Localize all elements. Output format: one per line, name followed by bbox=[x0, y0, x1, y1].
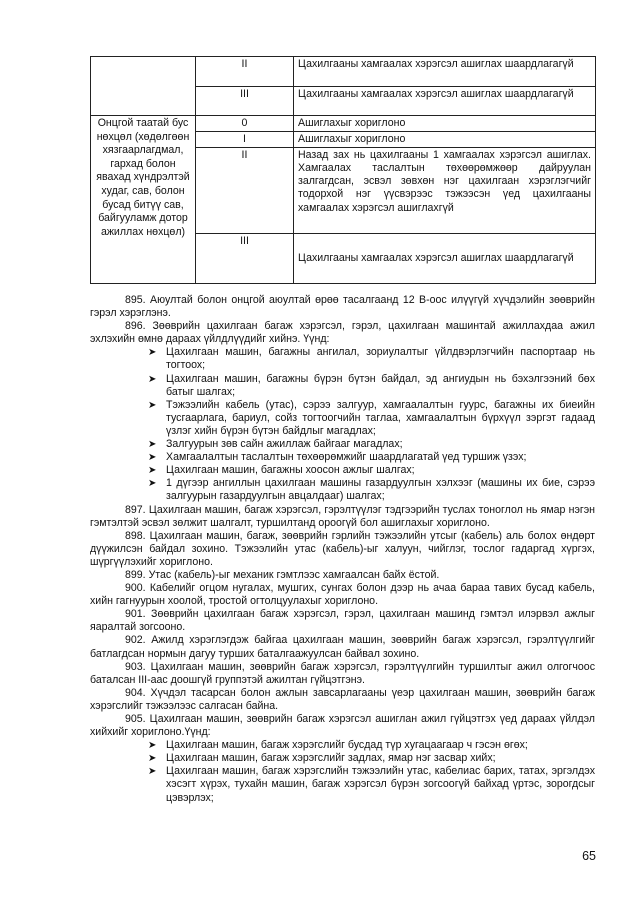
paragraph-902 bbox=[90, 634, 595, 660]
list-item: ➤ Цахилгаан машин, багажны хоосон ажлыг шалгах; bbox=[148, 464, 415, 477]
list-item: ➤ Цахилгаан машин, багажны ангилал, зориулалтыг үйлдвэрлэгчийн паспортаар нь тогтоох; bbox=[148, 346, 595, 372]
desc-cell: Цахилгааны хамгаалах хэрэгсэл ашиглах шаардлагагүй bbox=[294, 57, 596, 87]
paragraph-text: Аюултай болон онцгой аюултай өрөө тасалгаанд 12 В-оос илүүгүй хүчдэлийн зөөврийн гэрэл хэрэглэнэ. bbox=[90, 294, 595, 320]
paragraph-text: Хүчдэл тасарсан болон ажлын завсарлагааны үеэр цахилгаан машин, зөөврийн багаж хэрэгслийг тэжээлээс салгасан байна. bbox=[90, 686, 595, 712]
class-cell: III bbox=[196, 234, 294, 284]
table-row bbox=[91, 57, 596, 87]
class-cell: II bbox=[196, 57, 294, 87]
list-item: ➤ Тэжээлийн кабель (утас), сэрээ залгуур, хамгаалалтын гуурс, багажны их биеийн тусгаарлага, бариул, сойз тогтоогчийн таглаа, хамгаалалтын бүрхүүл зэргэт гадаад үзлэг хийн бүрэн бүтэн байдлыг магадлах; bbox=[148, 398, 595, 437]
list-item: ➤ Цахилгаан машин, багаж хэрэгслийг бусдад түр хугацаагаар ч гэсэн өгөх; bbox=[148, 739, 528, 752]
list-item: ➤ Цахилгаан машин, багажны бүрэн бүтэн байдал, эд ангиудын нь бэхэлгээний бөх батыг шалгах; bbox=[148, 372, 595, 398]
paragraph-text: Цахилгаан машин, зөөврийн багаж хэрэгсэл, гэрэлтүүлгийн туршилтыг ажил олгогчоос баталсан III-аас доошгүй группэтэй ажилтан гүйцэтгэнэ. bbox=[90, 660, 595, 686]
paragraph-number: 897. bbox=[125, 503, 146, 516]
paragraph-899 bbox=[90, 569, 595, 582]
electrical-class-table bbox=[90, 56, 596, 284]
paragraph-904 bbox=[90, 687, 595, 713]
arrow-bullet-icon: ➤ bbox=[148, 452, 157, 464]
list-item: ➤ Цахилгаан машин, багаж хэрэгслийн тэжээлийн утас, кабелиас барих, татах, эргэлдэх хэсэгт хүрэх, тухайн машин, багаж хэрэгсэл бүрэн зогсоогүй байхад үртэс, зорогдсыг цэвэрлэх; bbox=[148, 765, 595, 804]
paragraph-number: 895. bbox=[125, 294, 146, 306]
paragraph-number: 896. bbox=[125, 320, 146, 333]
paragraph-number: 905. bbox=[125, 713, 146, 725]
arrow-bullet-icon: ➤ bbox=[148, 373, 157, 385]
arrow-bullet-icon: ➤ bbox=[148, 766, 157, 778]
class-cell: I bbox=[196, 132, 294, 148]
paragraph-898 bbox=[90, 530, 595, 569]
arrow-bullet-icon: ➤ bbox=[148, 753, 157, 765]
desc-cell: Цахилгааны хамгаалах хэрэгсэл ашиглах шаардлагагүй bbox=[294, 87, 596, 116]
class-cell: III bbox=[196, 87, 294, 116]
paragraph-895 bbox=[90, 294, 595, 320]
page-number: 65 bbox=[582, 848, 596, 863]
arrow-bullet-icon: ➤ bbox=[148, 347, 157, 359]
paragraph-number: 903. bbox=[125, 660, 146, 673]
condition-group-cell: Онцгой таатай бус нөхцөл (хөдөлгөөн хязгаарлагдмал, гархад болон явахад хүндрэлтэй худаг, сав, болон бусад битүү сав, байгууламж дотор ажиллах нөхцөл) bbox=[91, 116, 196, 284]
paragraph-text: Цахилгаан машин, зөөврийн багаж хэрэгсэл ашиглан ажил гүйцэтгэх үед дараах үйлдэл хийхийг хориглоно.Үүнд: bbox=[90, 713, 595, 739]
paragraph-number: 899. bbox=[125, 568, 146, 581]
paragraph-number: 900. bbox=[125, 582, 146, 595]
desc-cell: Назад зах нь цахилгааны 1 хамгаалах хэрэгсэл ашиглах. Хамгаалах таслалтын төхөөрөмжөөр дайруулан залгагдсан, эсвэл зөвхөн нэг цахилгаан хэрэглэгчийг тодорхой нэг үүсвэрээс тэжээсэн үед цахилгааны хамгаалах хэрэгсэл ашиглахгүй bbox=[294, 148, 596, 234]
paragraph-text: Цахилгаан машин, багаж хэрэгсэл, гэрэлтүүлэг тэдгээрийн туслах тоноглол нь ямар нэгэн гэмтэлтэй эсвэл зөлжит шалгалт, туршилтанд ороогүй бол ашиглахыг хориглоно. bbox=[90, 503, 595, 529]
paragraph-text: Зөөврийн цахилгаан багаж хэрэгсэл, гэрэл, цахилгаан машинд гэмтэл илэрвэл ажлыг яаралтай зогсооно. bbox=[90, 608, 595, 634]
body-text bbox=[90, 294, 595, 805]
class-cell: 0 bbox=[196, 116, 294, 132]
table-row bbox=[91, 116, 596, 132]
list-item: ➤ Хамгаалалтын таслалтын төхөөрөмжийг шаардлагатай үед туршиж үзэх; bbox=[148, 451, 527, 464]
paragraph-905 bbox=[90, 713, 595, 739]
arrow-bullet-icon: ➤ bbox=[148, 478, 157, 490]
paragraph-901 bbox=[90, 608, 595, 634]
desc-cell: Ашиглахыг хориглоно bbox=[294, 116, 596, 132]
desc-cell: Цахилгааны хамгаалах хэрэгсэл ашиглах шаардлагагүй bbox=[294, 234, 596, 284]
paragraph-897 bbox=[90, 504, 595, 530]
arrow-bullet-icon: ➤ bbox=[148, 465, 157, 477]
paragraph-number: 898. bbox=[125, 529, 146, 542]
arrow-bullet-icon: ➤ bbox=[148, 399, 157, 411]
paragraph-text: Цахилгаан машин, багаж, зөөврийн гэрлийн тэжээлийн утсыг (кабель) аль болох өндөрт дүүжилсэн байдал зохино. Тэжээлийн утас (кабель)-ыг халуун, чийглэг, тослог гадаргад хүргэх, шүргүүлэхийг хориглоно. bbox=[90, 529, 595, 568]
paragraph-number: 901. bbox=[125, 608, 146, 621]
table-blank-cell bbox=[91, 57, 196, 116]
arrow-bullet-icon: ➤ bbox=[148, 740, 157, 752]
paragraph-number: 902. bbox=[125, 634, 146, 647]
paragraph-text: Утас (кабель)-ыг механик гэмтлээс хамгаалсан байх ёстой. bbox=[148, 568, 440, 581]
list-item: ➤ Цахилгаан машин, багаж хэрэгслийг задлах, ямар нэг засвар хийх; bbox=[148, 752, 496, 765]
list-item: ➤ Залгуурын зөв сайн ажиллаж байгааг магадлах; bbox=[148, 438, 403, 451]
paragraph-text: Кабелийг огцом нугалах, мушгих, сунгах болон дээр нь ачаа бараа тавих бусад кабель, хийн гагнуурын хоолой, тростой огтолцуулахыг хориглоно. bbox=[90, 582, 595, 608]
paragraph-text: Ажилд хэрэглэгдэж байгаа цахилгаан машин, зөөврийн багаж хэрэгсэл, гэрэлтүүлгийг батлагдсан нормын дагуу турших баталгаажуулсан байвал зохино. bbox=[90, 634, 595, 660]
paragraph-900 bbox=[90, 582, 595, 608]
desc-cell: Ашиглахыг хориглоно bbox=[294, 132, 596, 148]
paragraph-903 bbox=[90, 661, 595, 687]
paragraph-896 bbox=[90, 320, 595, 346]
paragraph-number: 904. bbox=[125, 686, 146, 699]
class-cell: II bbox=[196, 148, 294, 234]
arrow-bullet-icon: ➤ bbox=[148, 439, 157, 451]
list-item: ➤ 1 дүгээр ангиллын цахилгаан машины газардуулгын хэлхээг (машины их бие, сэрээ залгуурын газардуулгын авцалдааг) шалгах; bbox=[148, 477, 595, 503]
paragraph-text: Зөөврийн цахилгаан багаж хэрэгсэл, гэрэл, цахилгаан машинтай ажиллахдаа ажил эхлэхийн өмнө дараах үйлдлүүдийг хийнэ. Үүнд: bbox=[90, 320, 595, 346]
